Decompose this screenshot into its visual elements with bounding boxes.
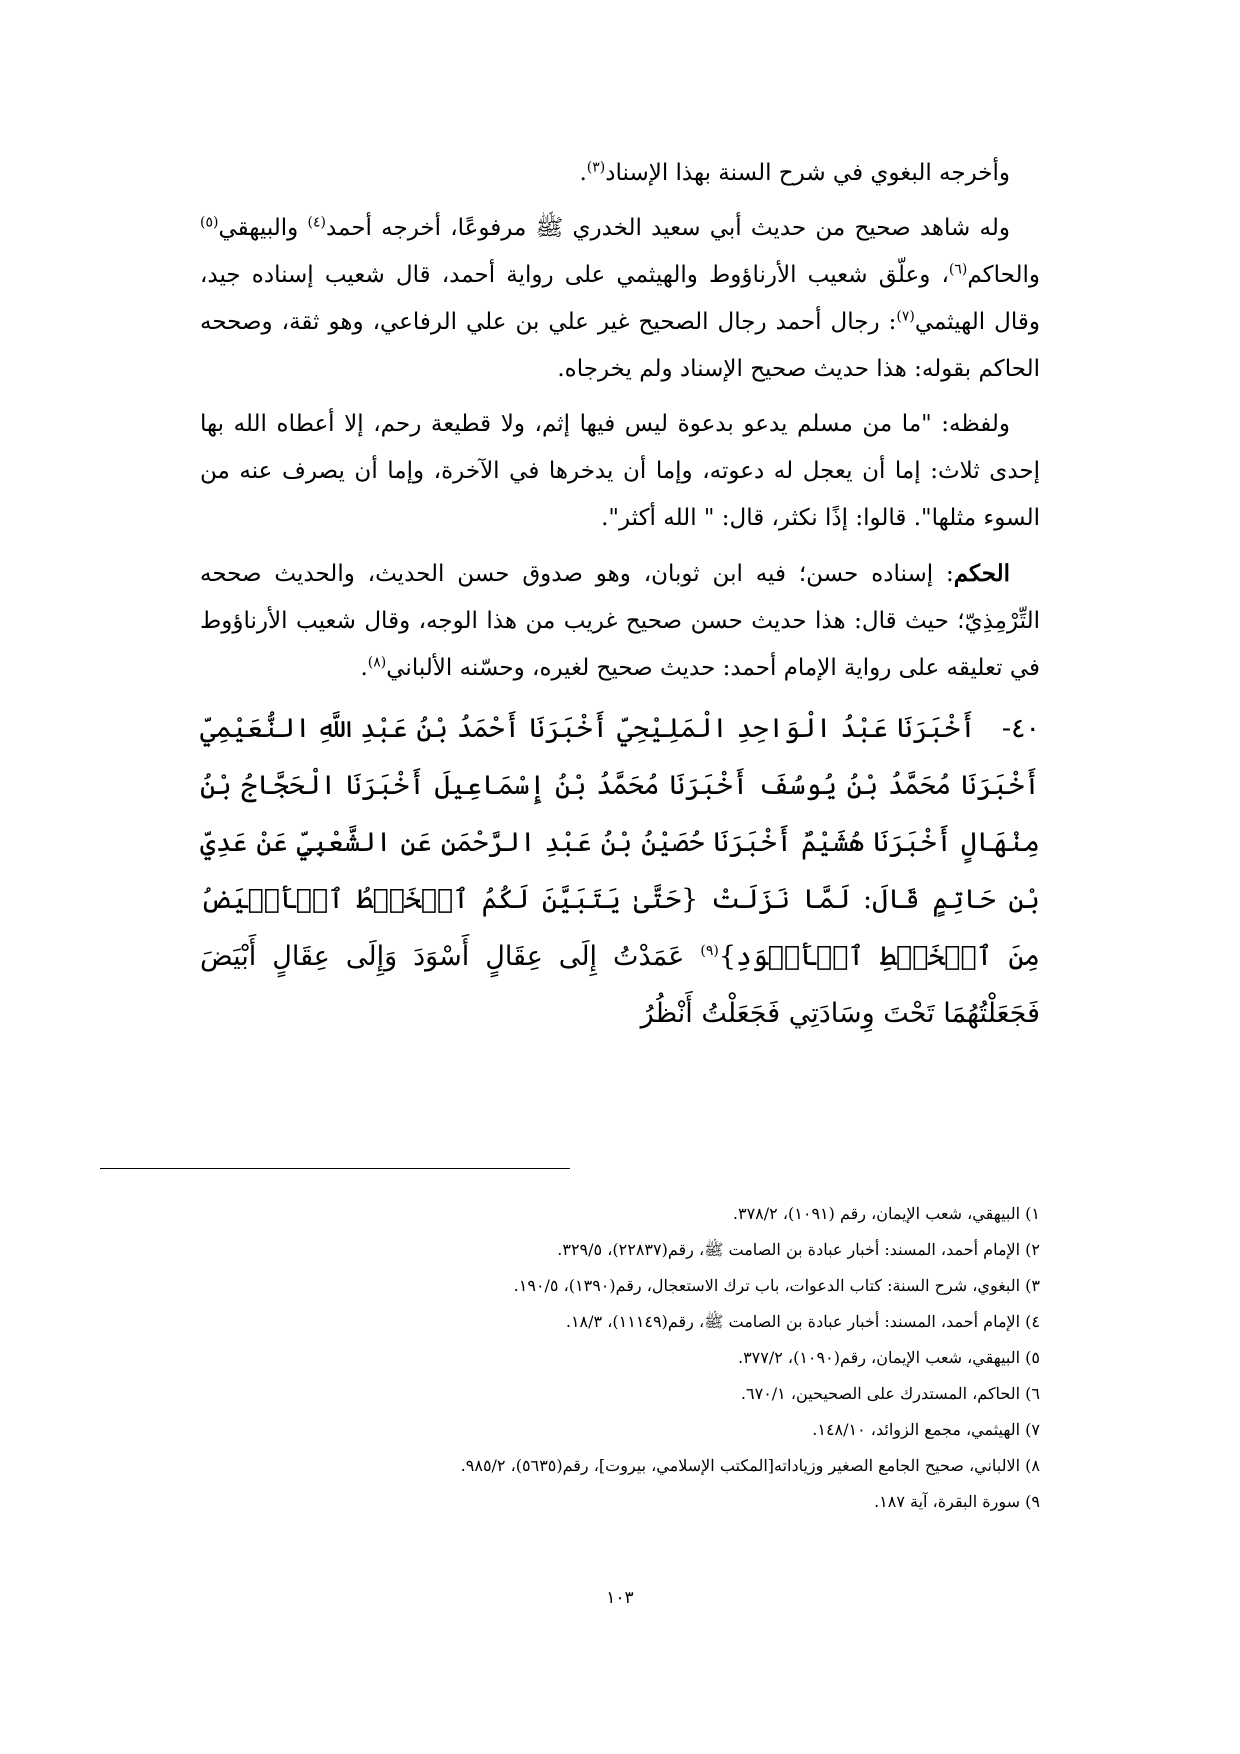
footnote-item: ١) البيهقي، شعب الإيمان، رقم (١٠٩١)، ٣٧٨/٢. [732,1204,1040,1223]
footnote-item: ٧) الهيثمي، مجمع الزوائد، ١٤٨/١٠. [812,1420,1040,1439]
footnote-item: ٩) سورة البقرة، آية ١٨٧. [874,1492,1040,1511]
main-text [200,150,1040,1050]
paragraph-text: ، وعلّق شعيب الأرناؤوط والهيثمي على رواية أحمد، قال شعيب إسناده جيد، وقال الهيثمي [200,262,1040,335]
footnote-divider [100,1168,570,1169]
paragraph-text: والبيهقي [218,215,308,241]
paragraph-lafzuhu: ولفظه: "ما من مسلم يدعو بدعوة ليس فيها إثم، ولا قطيعة رحم، إلا أعطاه الله بها إحدى ثلاث: إما أن يعجل له دعوته، وإما أن يدخرها في الآخرة، وإما أن يصرف عنه من السوء مثلها". قالوا: إذًا نكثر، قال: " الله أكثر". [200,411,1040,531]
paragraph-text: : إسناده حسن؛ فيه ابن ثوبان، وهو صدوق حسن الحديث، والحديث صححه التِّرْمِذِيّ؛ حيث قال: هذا حديث حسن صحيح غريب من هذا الوجه، وقال شعيب الأرناؤوط في تعليقه على رواية الإمام أحمد: حديث صحيح لغيره، وحسّنه الألباني [200,561,1040,681]
footnote-ref[interactable]: (٣) [586,159,606,176]
footnotes [180,1196,1040,1520]
footnote-item: ٨) الالباني، صحيح الجامع الصغير وزياداته[المكتب الإسلامي، بيروت]، رقم(٥٦٣٥)، ٩٨٥/٢. [460,1456,1040,1475]
paragraph-shahid [200,205,1040,393]
footnote-item: ٣) البغوي، شرح السنة: كتاب الدعوات، باب ترك الاستعجال، رقم(١٣٩٠)، ١٩٠/٥. [513,1276,1040,1295]
footnote-ref[interactable]: (٧) [896,308,915,325]
paragraph-text: : رجال أحمد رجال الصحيح غير علي بن علي الرفاعي، وهو ثقة، وصححه الحاكم بقوله: هذا حديث صحيح الإسناد ولم يخرجاه. [200,309,1040,382]
footnote-ref[interactable]: (٨) [367,654,387,671]
paragraph-text: وله شاهد صحيح من حديث أبي سعيد الخدري ﷺ مرفوعًا، أخرجه أحمد [325,215,1010,241]
hadith-text: عَمَدْتُ إِلَى عِقَالٍ أَسْوَدَ وَإِلَى عِقَالٍ أَبْيَضَ فَجَعَلْتُهُمَا تَحْتَ وِسَادَتِي فَجَعَلْتُ أَنْظُرُ [200,941,1040,1029]
hadith-text: أَخْبَرَنَا عَبْدُ الْوَاحِدِ الْمَلِيْحِيّ أَخْبَرَنَا أَحْمَدُ بْنُ عَبْدِ اللَّهِ النُّعَيْمِيّ أَخْبَرَنَا مُحَمَّدُ بْنُ يُوسُفَ أَخْبَرَنَا مُحَمَّدُ بْنُ إِسْمَاعِيلَ أَخْبَرَنَا الْحَجَّاجُ بْنُ مِنْهَالٍ أَخْبَرَنَا هُشَيْمٌ أَخْبَرَنَا حُصَيْنُ بْنُ عَبْدِ الرَّحْمَنِ عَنِ الشَّعْبِيِّ عَنْ عَدِيِّ بْنِ حَاتِمٍ قَالَ: لَمَّا نَزَلَتْ {حَتَّىٰ يَتَبَيَّنَ لَكُمُ ٱلۡخَيۡطُ ٱلۡأَبۡيَضُ مِنَ ٱلۡخَيۡطِ ٱلۡأَسۡوَدِ} [200,713,1041,972]
footnote-item: ٦) الحاكم، المستدرك على الصحيحين، ٦٧٠/١. [740,1384,1040,1403]
footnote-ref[interactable]: (٩) [700,943,719,959]
page-number: ١٠٣ [606,1588,634,1608]
hadith-40 [200,700,1040,1042]
footnote-item: ٥) البيهقي، شعب الإيمان، رقم(١٠٩٠)، ٣٧٧/٢. [737,1348,1040,1367]
footnote-ref[interactable]: (٦) [948,261,968,278]
paragraph-takhrij [200,150,1040,197]
paragraph-text: . [579,160,587,186]
paragraph-text: وأخرجه البغوي في شرح السنة بهذا الإسناد [605,160,1010,186]
paragraph-text: والحاكم [967,262,1040,288]
footnote-ref[interactable]: (٤) [307,214,326,231]
paragraph-text: . [360,655,368,681]
ruling-label: الحكم [953,560,1010,587]
footnote-ref[interactable]: (٥) [200,214,219,231]
footnote-item: ٢) الإمام أحمد، المسند: أخبار عبادة بن الصامت ﷺ، رقم(٢٢٨٣٧)، ٣٢٩/٥. [557,1240,1040,1259]
footnote-item: ٤) الإمام أحمد، المسند: أخبار عبادة بن الصامت ﷺ، رقم(١١١٤٩)، ١٨/٣. [565,1312,1040,1331]
hadith-number: ٤٠- [1001,713,1040,744]
paragraph-ruling [200,550,1040,692]
